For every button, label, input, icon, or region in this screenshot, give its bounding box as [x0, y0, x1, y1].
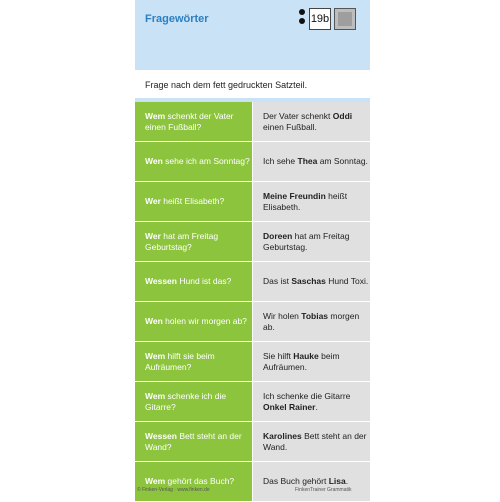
answer-highlight: Karolines: [263, 430, 302, 441]
instruction-text: Frage nach dem fett gedruckten Satzteil.: [145, 80, 308, 90]
question-rest: schenke ich die Gitarre?: [145, 390, 227, 412]
question-word: Wem: [145, 350, 166, 361]
answer-highlight: Oddi: [332, 110, 353, 121]
answer-cell: [253, 222, 370, 261]
answer-text: [263, 191, 370, 213]
question-cell: [135, 342, 252, 381]
question-rest: gehört das Buch?: [165, 476, 235, 486]
answer-text: [263, 276, 368, 287]
question-cell: [135, 182, 252, 221]
answer-cell: [253, 302, 370, 341]
question-rest: Bett steht an der Wand?: [145, 430, 242, 452]
question-cell: [135, 462, 252, 501]
question-text: [145, 316, 247, 327]
question-answer-list: [135, 102, 370, 502]
answer-text: [263, 351, 370, 373]
footer-publisher: © Finken-Verlag · www.finken.de: [137, 487, 210, 493]
answer-pre: Das ist: [263, 276, 292, 286]
flashcard: [135, 0, 370, 500]
qa-row: [135, 422, 370, 462]
gray-square-icon: [334, 8, 356, 30]
question-cell: [135, 422, 252, 461]
answer-pre: Der Vater schenkt: [263, 110, 333, 121]
question-text: [145, 476, 234, 487]
question-word: Wer: [145, 230, 161, 241]
answer-highlight: Lisa: [328, 476, 346, 486]
answer-post: .: [345, 476, 349, 486]
answer-post: beim Aufräumen.: [263, 350, 340, 372]
card-title: Fragewörter: [145, 13, 209, 25]
question-text: [145, 231, 252, 253]
answer-post: am Sonntag.: [317, 156, 368, 166]
answer-post: einen Fußball.: [263, 121, 317, 132]
question-rest: holen wir morgen ab?: [162, 316, 247, 326]
answer-cell: [253, 342, 370, 381]
answer-pre: Ich sehe: [263, 156, 298, 166]
question-rest: hat am Freitag Geburtstag?: [145, 230, 219, 252]
question-rest: heißt Elisabeth?: [160, 196, 225, 206]
dot: [299, 18, 305, 24]
answer-cell: [253, 142, 370, 181]
question-cell: [135, 222, 252, 261]
answer-highlight: Thea: [297, 156, 318, 166]
answer-post: Bett steht an der Wand.: [263, 430, 367, 452]
card-header: [135, 0, 370, 70]
question-rest: schenkt der Vater einen Fußball?: [145, 110, 234, 132]
answer-cell: [253, 262, 370, 301]
question-cell: [135, 262, 252, 301]
qa-row: [135, 182, 370, 222]
question-text: [145, 111, 252, 133]
question-word: Wem: [145, 110, 166, 121]
question-word: Wer: [145, 196, 161, 206]
answer-highlight: Doreen: [263, 230, 293, 241]
question-cell: [135, 382, 252, 421]
qa-row: [135, 462, 370, 502]
answer-cell: [253, 102, 370, 141]
card-number: 19b: [310, 13, 330, 25]
answer-highlight: Hauke: [293, 350, 319, 361]
answer-pre: Sie hilft: [263, 350, 294, 361]
answer-post: morgen ab.: [263, 310, 360, 332]
question-text: [145, 351, 252, 373]
answer-text: [263, 231, 370, 253]
question-word: Wem: [145, 390, 166, 401]
question-text: [145, 431, 252, 453]
answer-pre: Das Buch gehört: [263, 476, 329, 486]
dot: [299, 9, 305, 15]
question-word: Wessen: [145, 276, 177, 286]
two-dots-icon: [299, 9, 305, 31]
qa-row: [135, 142, 370, 182]
answer-cell: [253, 422, 370, 461]
question-rest: Hund ist das?: [176, 276, 232, 286]
question-text: [145, 276, 231, 287]
answer-highlight: Tobias: [301, 310, 329, 321]
question-cell: [135, 302, 252, 341]
answer-highlight: Saschas: [291, 276, 326, 286]
qa-row: [135, 222, 370, 262]
answer-pre: Wir holen: [263, 310, 302, 321]
qa-row: [135, 262, 370, 302]
qa-row: [135, 302, 370, 342]
answer-post: Hund Toxi.: [325, 276, 369, 286]
footer-series: FinkenTrainer Grammatik: [295, 487, 352, 493]
question-word: Wen: [145, 156, 163, 166]
answer-text: [263, 476, 348, 487]
question-word: Wen: [145, 316, 163, 326]
question-word: Wem: [145, 476, 166, 486]
answer-cell: [253, 462, 370, 501]
answer-highlight: Onkel Rainer: [263, 401, 316, 412]
answer-text: [263, 431, 370, 453]
question-text: [145, 156, 250, 167]
answer-highlight: Meine Freundin: [263, 190, 326, 201]
answer-text: [263, 311, 370, 333]
qa-row: [135, 382, 370, 422]
question-text: [145, 391, 252, 413]
answer-post: .: [315, 401, 318, 412]
qa-row: [135, 342, 370, 382]
question-cell: [135, 102, 252, 141]
answer-cell: [253, 382, 370, 421]
question-text: [145, 196, 224, 207]
question-rest: hilft sie beim Aufräumen?: [145, 350, 215, 372]
answer-pre: Ich schenke die Gitarre: [263, 390, 351, 401]
answer-text: [263, 156, 368, 167]
card-number-box: [309, 8, 331, 30]
answer-text: [263, 391, 370, 413]
answer-text: [263, 111, 370, 133]
answer-post: heißt Elisabeth.: [263, 190, 348, 212]
question-rest: sehe ich am Sonntag?: [162, 156, 250, 166]
question-cell: [135, 142, 252, 181]
answer-post: hat am Freitag Geburtstag.: [263, 230, 350, 252]
qa-row: [135, 102, 370, 142]
answer-cell: [253, 182, 370, 221]
question-word: Wessen: [145, 430, 177, 441]
